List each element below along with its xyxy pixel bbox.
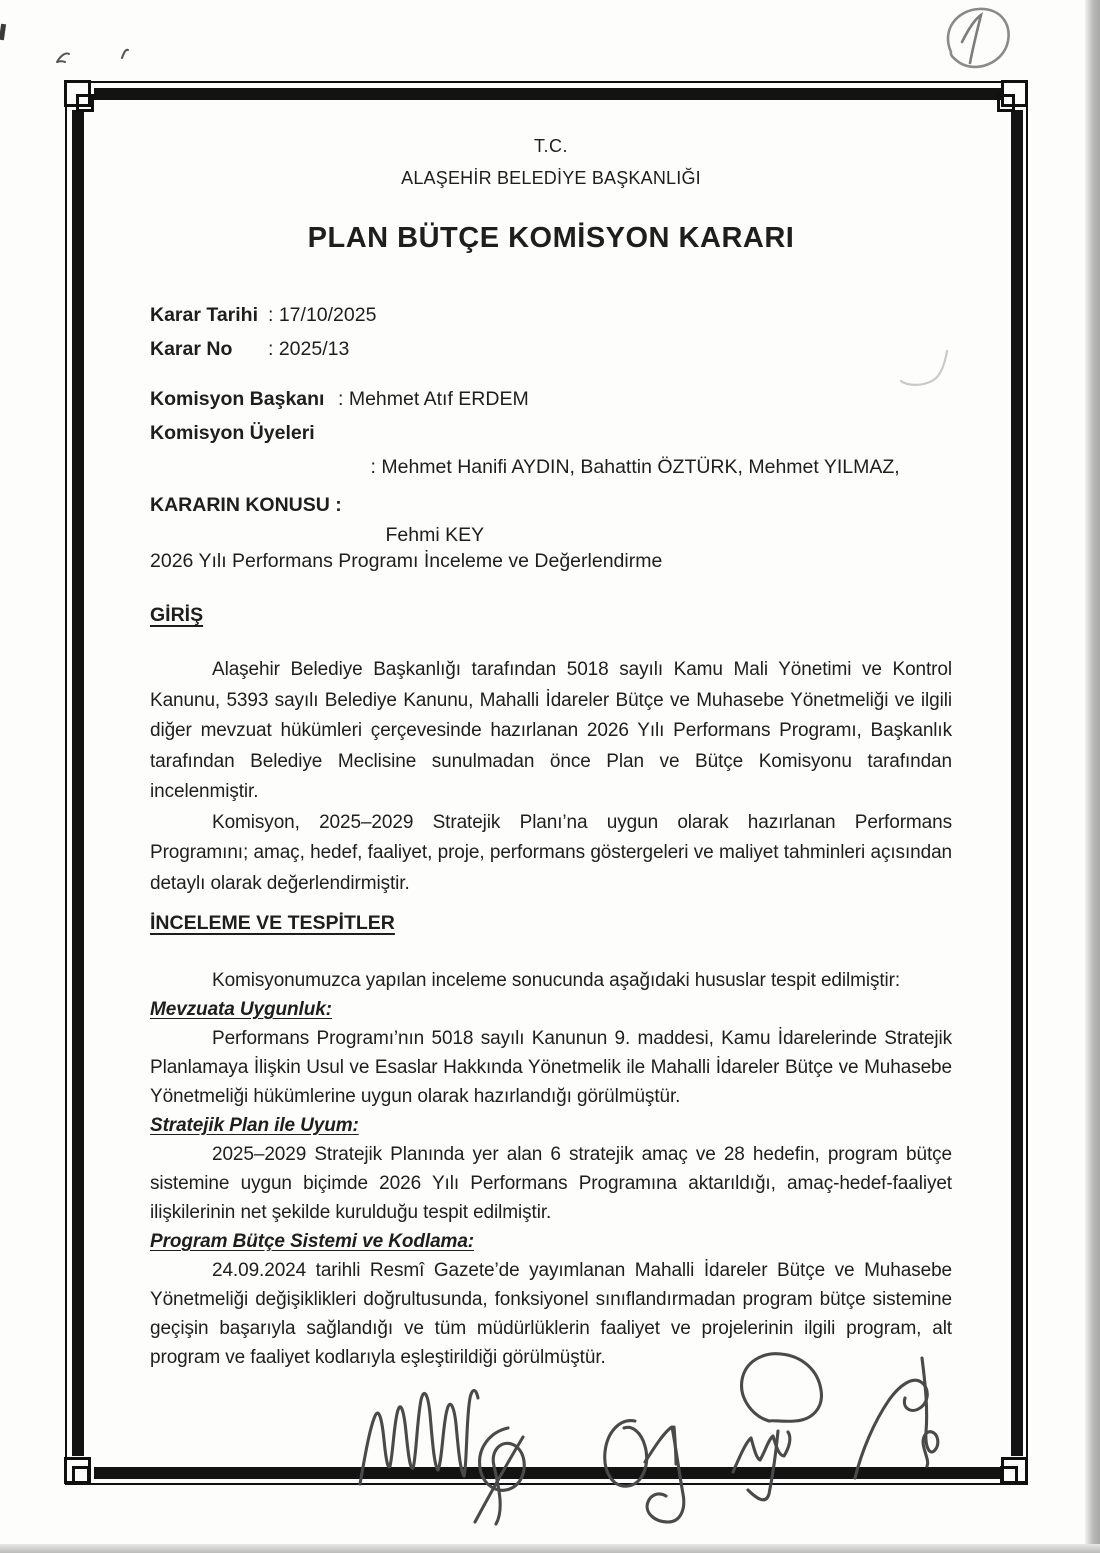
pen-speck-marks: [57, 50, 128, 62]
commission-chair-label: Komisyon Başkanı: [150, 388, 325, 410]
findings-section-heading: İNCELEME VE TESPİTLER: [150, 912, 395, 934]
municipality-name: ALAŞEHİR BELEDİYE BAŞKANLIĞI: [401, 168, 701, 188]
finding-heading-compliance: Mevzuata Uygunluk:: [150, 999, 332, 1020]
decision-number-value: : 2025/13: [268, 338, 350, 360]
page-border-band-bottom: [94, 1467, 1002, 1479]
border-corner-ornament: [1000, 1466, 1018, 1484]
decision-date-label: Karar Tarihi: [150, 304, 259, 326]
finding-body-program-budget: 24.09.2024 tarihli Resmî Gazete’de yayımlanan Mahalli İdareler Bütçe ve Muhasebe Yönetmeliği değişiklikleri doğrultusunda, fonksiyonel sınıflandırmadan program bütçe sistemine geçişin başarıyla sağlandığı ve tüm müdürlüklerin faaliyet ve projelerinin ilgili program, alt program ve faaliyet kodlarıyla eşleştirildiği görülmüştür.: [150, 1260, 952, 1368]
decision-date-row: [150, 298, 952, 332]
handwritten-page-number-circle: [948, 9, 1009, 67]
page-border-band-right: [1011, 110, 1023, 1456]
intro-section-heading: GİRİŞ: [150, 604, 204, 626]
subject-heading: KARARIN KONUSU :: [150, 494, 342, 516]
findings-intro: Komisyonumuzca yapılan inceleme sonucunda aşağıdaki hususlar tespit edilmiştir:: [212, 970, 901, 991]
page-border-band-left: [72, 110, 84, 1456]
scan-edge-speck: [0, 24, 6, 41]
findings-section-body: [150, 966, 952, 1372]
commission-members-label: Komisyon Üyeleri: [150, 422, 315, 444]
intro-paragraph-2: Komisyon, 2025–2029 Stratejik Planı’na uygun olarak hazırlanan Performans Programını; amaç, hedef, faaliyet, proje, performans göstergeleri ve maliyet tahminleri açısından detaylı olarak değerlendirmiştir.: [150, 811, 952, 894]
subject-text: 2026 Yılı Performans Programı İnceleme ve Değerlendirme: [150, 550, 663, 572]
decision-number-label: Karar No: [150, 338, 233, 360]
decision-number-row: [150, 332, 952, 366]
decision-meta: [150, 298, 952, 366]
commission-chair-row: [150, 382, 952, 416]
finding-heading-strategic-plan: Stratejik Plan ile Uyum:: [150, 1115, 359, 1136]
border-corner-ornament: [76, 94, 94, 112]
commission-members-line2: Fehmi KEY: [385, 524, 485, 546]
finding-body-compliance: Performans Programı’nın 5018 sayılı Kanunun 9. maddesi, Kamu İdarelerinde Stratejik Planlamaya İlişkin Usul ve Esaslar Hakkında Yönetmelik ile Mahalli İdareler Bütçe ve Muhasebe Yönetmeliği hükümlerine uygun olarak hazırlandığı görülmüştür.: [150, 1028, 952, 1107]
intro-section-body: [150, 655, 952, 899]
page-border-band-top: [94, 88, 1002, 100]
commission-chair-value: : Mehmet Atıf ERDEM: [338, 388, 529, 410]
finding-heading-program-budget: Program Bütçe Sistemi ve Kodlama:: [150, 1231, 475, 1252]
border-corner-ornament: [72, 1466, 90, 1484]
state-abbreviation: T.C.: [533, 136, 568, 156]
document-title: PLAN BÜTÇE KOMİSYON KARARI: [307, 222, 795, 254]
scan-page-right-edge: [1085, 0, 1100, 1553]
commission-members-line1: : Mehmet Hanifi AYDIN, Bahattin ÖZTÜRK, Mehmet YILMAZ,: [370, 456, 900, 478]
decision-date-value: : 17/10/2025: [268, 304, 377, 326]
scan-page-bottom-edge: [0, 1544, 1100, 1553]
border-corner-ornament: [997, 94, 1015, 112]
finding-body-strategic-plan: 2025–2029 Stratejik Planında yer alan 6 stratejik amaç ve 28 hedefin, program bütçe sistemine uygun biçimde 2026 Yılı Performans Programına aktarıldığı, amaç-hedef-faaliyet ilişkilerinin net şekilde kurulduğu tespit edilmiştir.: [150, 1144, 952, 1223]
intro-paragraph-1: Alaşehir Belediye Başkanlığı tarafından 5018 sayılı Kamu Mali Yönetimi ve Kontrol Kanunu, 5393 sayılı Belediye Kanunu, Mahalli İdareler Bütçe ve Muhasebe Yönetmeliği ve ilgili diğer mevzuat hükümleri çerçevesinde hazırlanan 2026 Yılı Performans Programı, Başkanlık tarafından Belediye Meclisine sunulmadan önce Plan ve Bütçe Komisyonu tarafından incelenmiştir.: [150, 659, 952, 802]
